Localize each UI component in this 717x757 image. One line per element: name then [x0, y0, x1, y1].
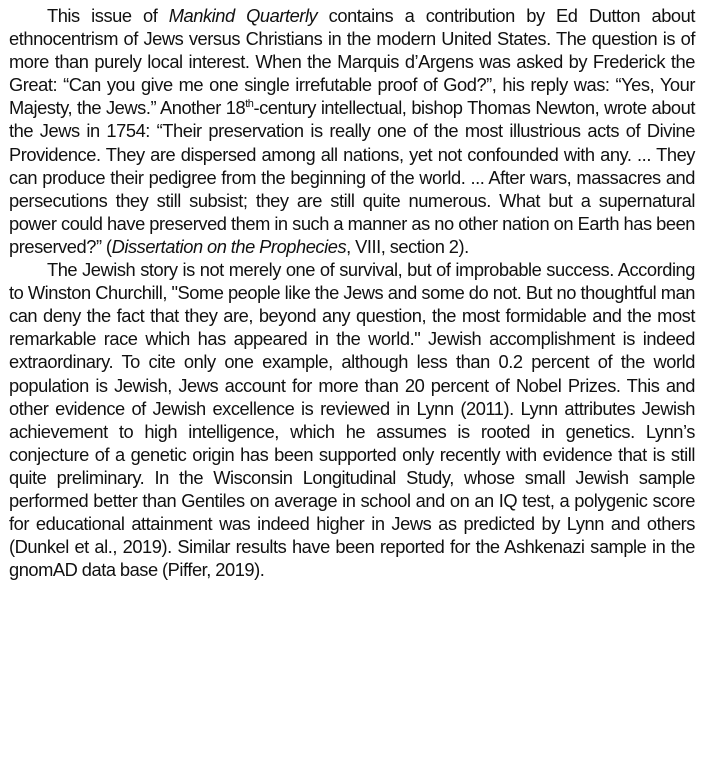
ordinal-suffix: th — [245, 98, 254, 111]
document-page — [9, 4, 695, 581]
paragraph-1 — [9, 4, 695, 258]
text-segment: contains a contribution by Ed Dutton about ethnocentrism of Jews versus Christians in the modern United States. The question is of more than purely local interest. When the Marquis d’Argens was asked by Frederick the Great: “Can you give me one single irrefutable proof of God?”, his reply was: “Yes, Your Majesty, the Jews.” Another 18 — [9, 5, 695, 119]
journal-title: Mankind Quarterly — [168, 5, 318, 26]
cited-work-title: Dissertation on the Prophecies — [111, 235, 347, 257]
text-segment: This issue of — [47, 5, 169, 26]
paragraph-2 — [9, 258, 695, 581]
text-segment: The Jewish story is not merely one of survival, but of improbable success. According to Winston Churchill, "Some people like the Jews and some do not. But no thoughtful man can deny the fact that they are, beyond any question, the most formidable and the most remarkable race which has appeared in the world." Jewish accomplishment is indeed extraordinary. To cite only one example, although less than 0.2 percent of the world population is Jewish, Jews account for more than 20 percent of Nobel Prizes. This and other evidence of Jewish excellence is reviewed in Lynn (2011). Lynn attributes Jewish achievement to high intelligence, which he assumes is rooted in genetics. Lynn’s conjecture of a genetic origin has been supported only recently with evidence that is still quite preliminary. In the Wisconsin Longitudinal Study, whose small Jewish sample performed better than Gentiles on average in school and on an IQ test, a polygenic score for educational attainment was indeed higher in Jews as predicted by Lynn and others (Dunkel et al., 2019). Similar results have been reported for the Ashkenazi sample in the gnomAD data base (Piffer, 2019). — [9, 259, 695, 581]
text-segment: , VIII, section 2). — [346, 235, 469, 257]
text-segment: -century intellectual, bishop Thomas Newton, wrote about the Jews in 1754: “Their preservation is really one of the most illustrious acts of Divine Providence. They are dispersed among all nations, yet not confounded with any. ... They can produce their pedigree from the beginning of the world. ... After wars, massacres and persecutions they still subsist; they are still quite numerous. What but a supernatural power could have preserved them in such a manner as no other nation on Earth has been preserved?” ( — [9, 97, 695, 257]
